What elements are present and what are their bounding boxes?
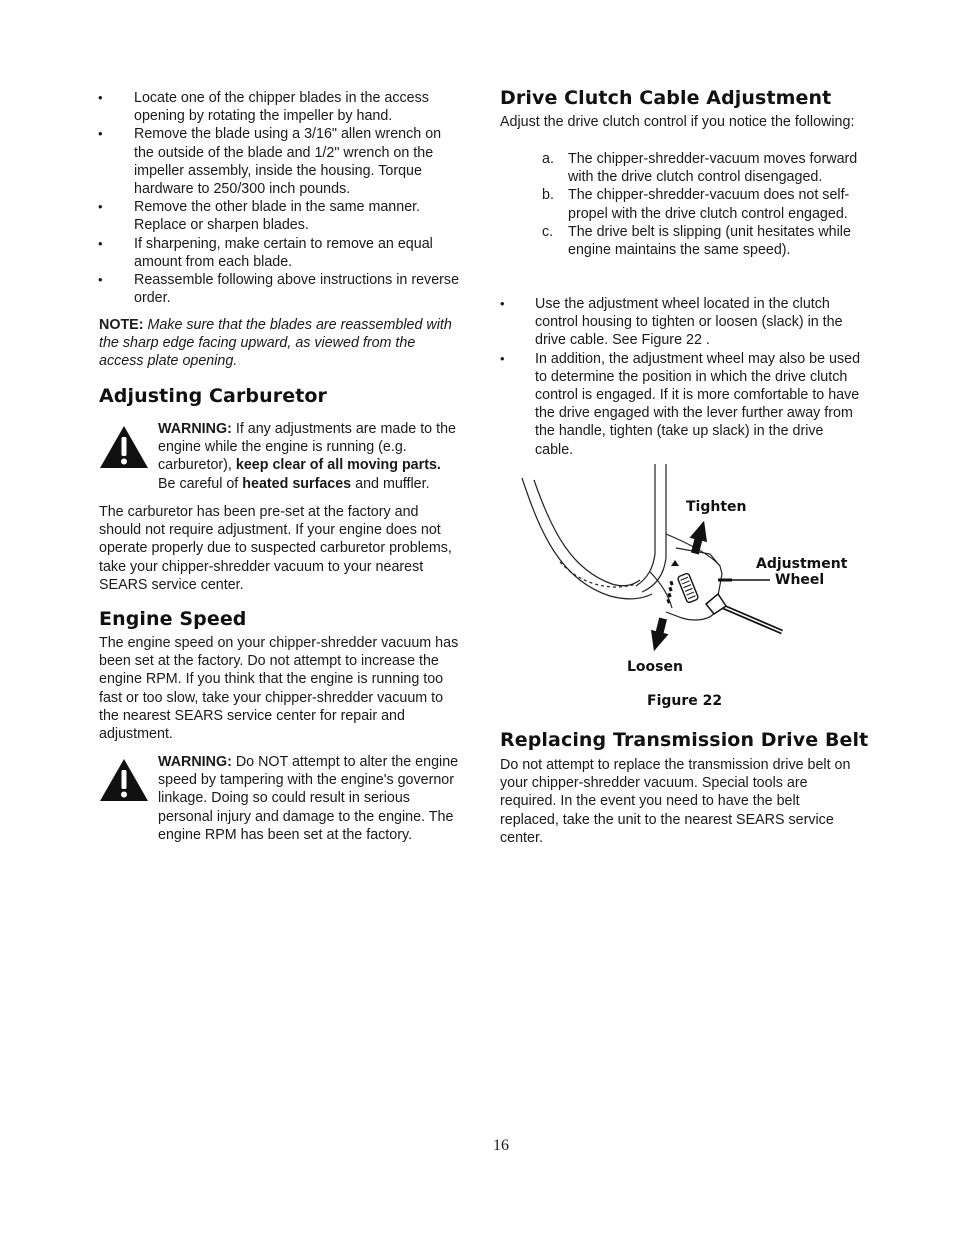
loosen-label: Loosen [627,659,683,675]
adjusting-carburetor-heading: Adjusting Carburetor [99,385,328,407]
drive-clutch-conditions [500,150,862,259]
blade-steps-list [99,89,461,307]
list-item [500,223,862,259]
list-item: • Remove the other blade in the same manner. Replace or sharpen blades. [99,198,461,234]
carburetor-warning-text [158,420,462,493]
condition-text: The chipper-shredder-vacuum moves forward with the drive clutch control disengaged. [568,151,858,186]
warning-label: WARNING: [158,421,232,437]
list-item: • Use the adjustment wheel located in the clutch control housing to tighten or loosen (slack) in the drive cable. See Figure 22 . [500,295,862,350]
warning-label: WARNING: [158,754,232,770]
engine-speed-body: The engine speed on your chipper-shredder vacuum has been set at the factory. Do not attempt to increase the engine RPM. If you think that the engine is running too fast or too slow, take your chipper-shredder vacuum to the nearest SEARS service center for repair and adjustment. [99,635,459,743]
figure-caption: Figure 22 [647,693,723,709]
warning-text: If any adjustments are made to the engine while the engine is running (e.g. carburetor), [158,421,456,474]
tighten-label: Tighten [686,499,747,515]
list-item: • If sharpening, make certain to remove an equal amount from each blade. [99,235,461,271]
clutch-adjustment-illustration [500,462,862,718]
drive-clutch-heading: Drive Clutch Cable Adjustment [500,87,832,109]
note-label: NOTE: [99,317,144,333]
list-item: • Locate one of the chipper blades in the access opening by rotating the impeller by hand. [99,89,461,125]
warning-text: Do NOT attempt to alter the engine speed by tampering with the engine's governor linkage. Doing so could result in serious personal injury and damage to the engine. The engine RPM has been set at the factory. [158,754,459,843]
warning-emphasis: keep clear of all moving parts. [235,457,441,474]
drive-clutch-intro: Adjust the drive clutch control if you notice the following: [500,114,855,130]
warning-text: Be careful of [158,475,239,492]
warning-emphasis: heated surfaces [242,475,352,492]
adjustment-label: Adjustment [756,556,848,572]
condition-letter: a. [542,151,554,167]
page-number: 16 [493,1137,509,1154]
condition-letter: b. [542,187,554,204]
list-item [500,150,862,186]
condition-letter: c. [542,223,554,240]
warning-triangle-icon [99,425,149,469]
list-item: • Remove the blade using a 3/16" allen wrench on the outside of the blade and 1/2" wrench on the impeller assembly, inside the housing. Torque hardware to 250/300 inch pounds. [99,125,461,198]
list-item: • Reassemble following above instructions in reverse order. [99,271,461,307]
engine-speed-warning-text [158,753,462,844]
carburetor-body: The carburetor has been pre-set at the factory and should not require adjustment. If your engine does not operate properly due to suspected carburetor problems, take your chipper-shredder vacuum to your nearest SEARS service center. [99,504,452,593]
condition-text: The drive belt is slipping (unit hesitates while engine maintains the same speed). [568,223,851,259]
list-item [500,186,862,222]
note-text: Make sure that the blades are reassembled with the sharp edge facing upward, as viewed from the access plate opening. [99,317,452,370]
wheel-label: Wheel [775,572,825,588]
transmission-body: Do not attempt to replace the transmission drive belt on your chipper-shredder vacuum. Special tools are required. In the event you need to have the belt replaced, take the unit to the nearest SEARS service center. [500,757,851,846]
drive-clutch-bullets [500,295,862,459]
engine-speed-heading: Engine Speed [99,608,247,630]
warning-text: and muffler. [355,475,430,492]
figure-22 [500,462,862,718]
condition-text: The chipper-shredder-vacuum does not self-propel with the drive clutch control engaged. [568,187,850,222]
warning-triangle-icon [99,758,149,802]
blade-note [99,316,461,371]
replacing-transmission-heading: Replacing Transmission Drive Belt [500,729,869,751]
list-item: • In addition, the adjustment wheel may also be used to determine the position in which the drive clutch control is engaged. If it is more comfortable to have the drive engaged with the lever further away from the handle, tighten (take up slack) in the drive cable. [500,350,862,459]
